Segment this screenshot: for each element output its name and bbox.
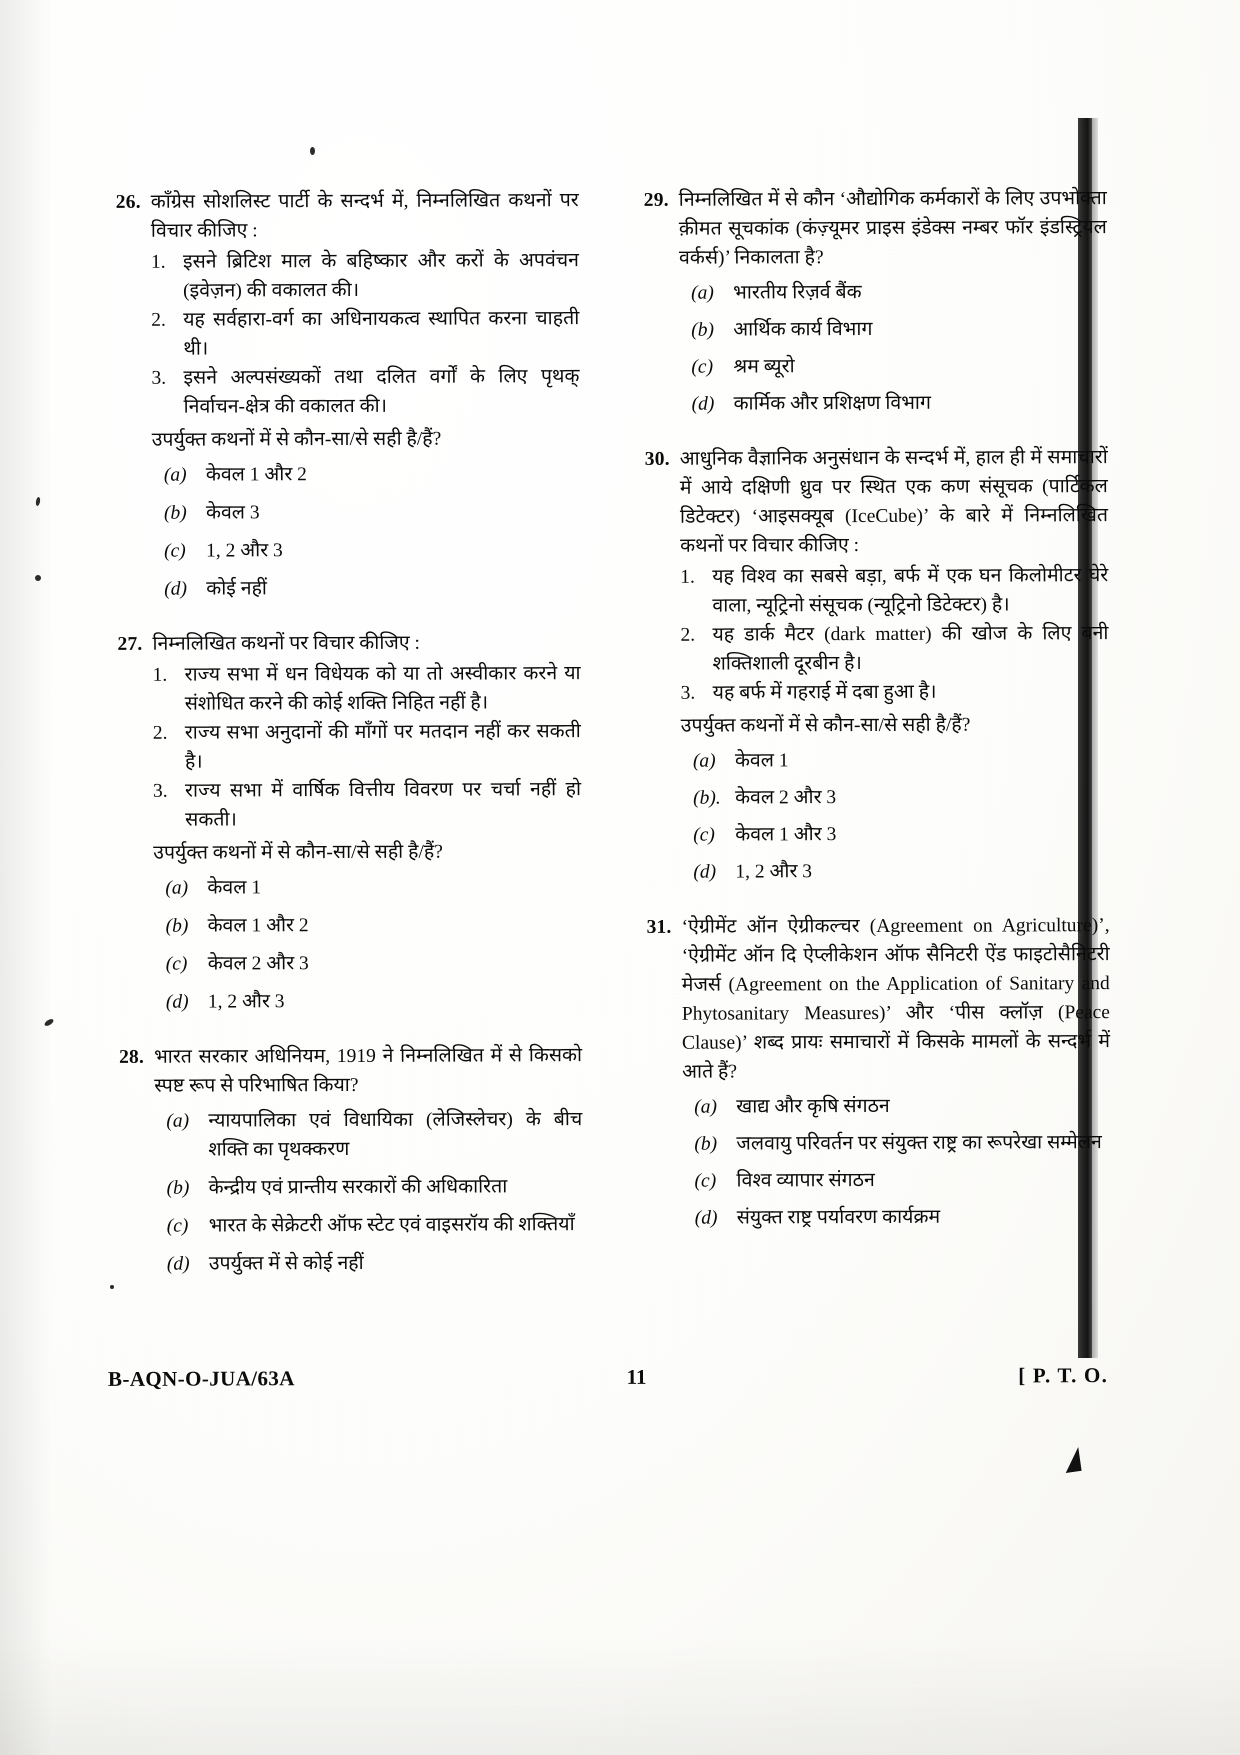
option-c[interactable] (694, 1165, 1110, 1196)
option-label: (c) (693, 824, 715, 846)
question-number: 30. (644, 448, 670, 470)
statement-list (636, 561, 1109, 708)
option-text: केवल 1 (734, 750, 789, 772)
statement-item (681, 677, 1109, 708)
option-c[interactable] (167, 1210, 583, 1241)
scan-speck (310, 147, 315, 155)
question-header (107, 186, 579, 246)
option-c[interactable] (691, 351, 1107, 382)
option-label: (c) (165, 953, 188, 975)
statement-item (680, 619, 1108, 679)
option-label: (a) (166, 1110, 190, 1132)
option-text: भारत के सेक्रेटरी ऑफ स्टेट एवं वाइसरॉय की शक्तियाँ (208, 1214, 575, 1237)
option-text: केवल 1 और 2 (205, 464, 307, 486)
option-label: (d) (166, 1253, 190, 1275)
statement-text: यह डार्क मैटर (dark matter) की खोज के लिए बनी शक्तिशाली दूरबीन है। (712, 623, 1109, 675)
option-label: (a) (691, 282, 714, 304)
question-28 (110, 1041, 583, 1279)
option-label: (c) (694, 1170, 717, 1192)
option-list (110, 1105, 583, 1279)
statement-item (153, 659, 581, 719)
scan-corner-mark (1062, 1447, 1081, 1473)
option-list (637, 745, 1110, 887)
option-b[interactable] (167, 1172, 583, 1203)
statement-text: इसने अल्पसंख्यकों तथा दलित वर्गों के लिए पृथक् निर्वाचन-क्षेत्र की वकालत की। (183, 366, 580, 418)
statement-number: 3. (680, 682, 696, 704)
statement-number: 3. (152, 780, 168, 802)
option-b[interactable] (691, 314, 1107, 345)
option-label: (d) (164, 578, 188, 600)
statement-text: यह विश्व का सबसे बड़ा, बर्फ में एक घन किलोमीटर घेरे वाला, न्यूट्रिनो संसूचक (न्यूट्रिनो डिटेक्टर) है। (712, 565, 1109, 617)
option-text: श्रम ब्यूरो (733, 356, 795, 378)
statement-list (107, 246, 580, 422)
option-list (108, 459, 581, 604)
option-c[interactable] (693, 819, 1109, 850)
right-column (635, 184, 1111, 1303)
statement-number: 2. (151, 309, 166, 331)
option-label: (b) (163, 502, 187, 524)
statement-text: इसने ब्रिटिश माल के बहिष्कार और करों के अपवंचन (इवेज़न) की वकालत की। (182, 250, 580, 302)
question-27 (108, 628, 581, 1017)
option-label: (d) (693, 861, 717, 883)
option-list (638, 1091, 1111, 1233)
statement-number: 2. (152, 722, 168, 744)
statement-item (151, 304, 579, 364)
statement-item (153, 717, 581, 777)
page-bottom-shadow (0, 1635, 1240, 1755)
option-text: केन्द्रीय एवं प्रान्तीय सरकारों की अधिकारिता (208, 1176, 508, 1199)
option-d[interactable] (166, 986, 582, 1017)
question-text: आधुनिक वैज्ञानिक अनुसंधान के सन्दर्भ में, हाल ही में समाचारों में आये दक्षिणी ध्रुव पर स्थित एक कण संसूचक (पार्टिकल डिटेक्टर) ‘आइसक्यूब (IceCube)’ के बारे में निम्नलिखित कथनों पर विचार कीजिए : (679, 447, 1109, 557)
option-label: (b). (693, 787, 721, 809)
option-label: (a) (692, 750, 716, 772)
question-30 (636, 443, 1110, 887)
option-text: खाद्य और कृषि संगठन (736, 1095, 890, 1118)
question-header (108, 628, 580, 659)
statement-list (109, 659, 582, 835)
statement-item (151, 362, 579, 422)
option-d[interactable] (164, 573, 580, 604)
option-text: केवल 2 और 3 (735, 787, 837, 809)
option-text: उपर्युक्त में से कोई नहीं (208, 1252, 364, 1275)
question-header (110, 1041, 582, 1101)
option-text: 1, 2 और 3 (207, 991, 285, 1013)
scan-speck (35, 575, 41, 581)
question-text: भारत सरकार अधिनियम, 1919 ने निम्नलिखित में से किसको स्पष्ट रूप से परिभाषित किया? (154, 1045, 583, 1097)
question-26 (107, 186, 581, 604)
statement-text: यह बर्फ में गहराई में दबा हुआ है। (712, 681, 937, 704)
option-a[interactable] (164, 459, 580, 490)
question-text: काँग्रेस सोशलिस्ट पार्टी के सन्दर्भ में, निम्नलिखित कथनों पर विचार कीजिए : (150, 190, 579, 242)
option-label: (a) (694, 1096, 718, 1118)
option-b[interactable] (164, 497, 580, 528)
option-label: (a) (163, 464, 187, 486)
option-label: (b) (165, 915, 189, 937)
option-label: (b) (691, 319, 715, 341)
option-label: (c) (164, 540, 186, 562)
statement-text: राज्य सभा में वार्षिक वित्तीय विवरण पर चर्चा नहीं हो सकती। (184, 779, 582, 831)
statement-item (153, 775, 581, 835)
option-label: (c) (691, 356, 714, 378)
option-label: (b) (694, 1133, 718, 1155)
option-text: केवल 1 और 2 (207, 915, 309, 937)
option-a[interactable] (166, 1105, 582, 1165)
statement-number: 1. (150, 251, 166, 273)
option-d[interactable] (691, 388, 1107, 419)
statement-item (680, 561, 1108, 621)
option-text: आर्थिक कार्य विभाग (733, 318, 873, 341)
question-number: 31. (646, 916, 672, 938)
option-list (109, 872, 582, 1017)
statement-item (151, 246, 579, 306)
left-column (107, 186, 583, 1305)
question-number: 26. (115, 191, 141, 213)
option-text: कार्मिक और प्रशिक्षण विभाग (733, 392, 931, 415)
statement-text: यह सर्वहारा-वर्ग का अधिनायकत्व स्थापित करना चाहती थी। (183, 308, 580, 360)
page-left-shadow (0, 0, 52, 1755)
statement-text: राज्य सभा अनुदानों की माँगों पर मतदान नहीं कर सकती है। (184, 721, 581, 773)
question-text: निम्नलिखित में से कौन ‘औद्योगिक कर्मकारों के लिए उपभोक्ता क़ीमत सूचकांक (कंज़्यूमर प्राइस इंडेक्स नम्बर फॉर इंडस्ट्रियल वर्कर्स)’ निकालता है? (678, 188, 1107, 269)
option-d[interactable] (695, 1202, 1111, 1233)
option-label: (d) (691, 393, 715, 415)
question-number: 27. (117, 633, 143, 655)
option-b[interactable] (165, 910, 581, 941)
question-header (635, 184, 1107, 273)
booklet-code: B-AQN-O-JUA/63A (107, 1366, 295, 1391)
option-text: न्यायपालिका एवं विधायिका (लेजिस्लेचर) के बीच शक्ति का पृथक्करण (208, 1109, 583, 1161)
option-a[interactable] (694, 1091, 1110, 1122)
option-text: संयुक्त राष्ट्र पर्यावरण कार्यक्रम (736, 1206, 941, 1229)
statement-number: 3. (151, 367, 167, 389)
question-header (636, 443, 1108, 561)
option-text: विश्व व्यापार संगठन (736, 1169, 875, 1192)
option-text: 1, 2 और 3 (206, 540, 283, 562)
question-prompt: उपर्युक्त कथनों में से कौन-सा/से सही है/हैं? (151, 428, 442, 451)
question-prompt: उपर्युक्त कथनों में से कौन-सा/से सही है/हैं? (680, 714, 971, 737)
option-text: केवल 1 (207, 877, 262, 899)
option-a[interactable] (693, 745, 1109, 776)
question-number: 28. (119, 1046, 145, 1068)
question-header (638, 911, 1111, 1087)
option-text: कोई नहीं (206, 578, 268, 600)
option-text: जलवायु परिवर्तन पर संयुक्त राष्ट्र का रूपरेखा सम्मेलन (736, 1132, 1102, 1155)
statement-number: 2. (680, 624, 696, 646)
option-b[interactable] (693, 782, 1109, 813)
option-label: (a) (165, 877, 189, 899)
option-text: भारतीय रिज़र्व बैंक (733, 282, 862, 304)
option-a[interactable] (165, 872, 581, 903)
question-number: 29. (643, 189, 669, 211)
option-list (635, 277, 1108, 419)
page-footer (108, 1363, 1108, 1392)
question-29 (635, 184, 1108, 419)
option-d[interactable] (693, 856, 1109, 887)
option-text: केवल 2 और 3 (207, 953, 309, 975)
option-a[interactable] (691, 277, 1107, 308)
question-text: निम्नलिखित कथनों पर विचार कीजिए : (152, 632, 420, 655)
question-31 (638, 911, 1111, 1233)
page-number: 11 (626, 1364, 647, 1389)
question-columns (107, 184, 1111, 1305)
option-c[interactable] (166, 948, 582, 979)
option-label: (d) (694, 1207, 718, 1229)
option-label: (d) (165, 991, 189, 1013)
option-b[interactable] (694, 1128, 1110, 1159)
question-prompt: उपर्युक्त कथनों में से कौन-सा/से सही है/हैं? (153, 841, 443, 864)
option-d[interactable] (167, 1248, 583, 1279)
statement-text: राज्य सभा में धन विधेयक को या तो अस्वीकार करने या संशोधित करने की कोई शक्ति निहित नहीं है। (184, 663, 581, 715)
option-text: केवल 3 (205, 502, 260, 524)
option-c[interactable] (164, 535, 580, 566)
question-text: ‘ऐग्रीमेंट ऑन ऐग्रीकल्चर (Agreement on Agriculture)’, ‘ऐग्रीमेंट ऑन दि ऐप्लीकेशन ऑफ सैनिटरी ऐंड फाइटोसैनिटरी मेजर्स (Agreement on the Application of Sanitary and Phytosanitary Measures)’ और ‘पीस क्लॉज़ (Peace Clause)’ शब्द प्रायः समाचारों में किसके मामलों के सन्दर्भ में आते हैं? (681, 915, 1111, 1083)
option-label: (b) (166, 1177, 190, 1199)
option-label: (c) (166, 1215, 189, 1237)
option-text: 1, 2 और 3 (735, 861, 813, 883)
turn-over-label: [ P. T. O. (1018, 1363, 1109, 1388)
statement-number: 1. (680, 566, 695, 588)
option-text: केवल 1 और 3 (735, 824, 837, 846)
statement-number: 1. (152, 664, 168, 686)
